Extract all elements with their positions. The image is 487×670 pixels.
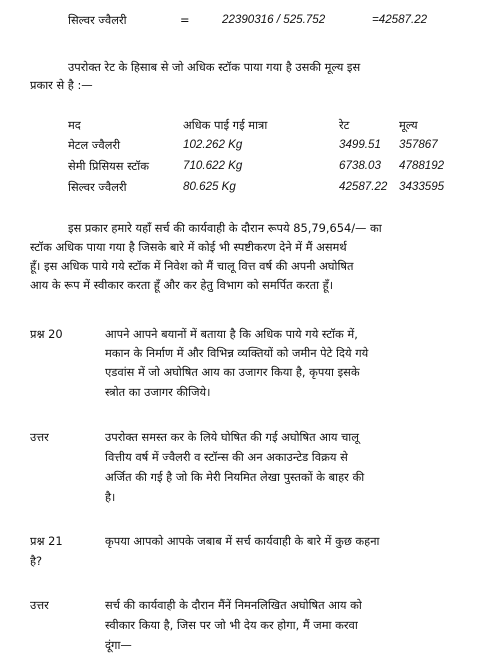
table-header-qty: अधिक पाई गई मात्रा (183, 118, 268, 132)
para1-line-2: प्रकार से है :— (30, 78, 93, 92)
table-header-value: मूल्य (399, 118, 418, 132)
answer-20-line-1: उपरोक्त समस्त कर के लिये घोषित की गई अघोषित आय चालू (105, 430, 359, 444)
para2-line-1: इस प्रकार हमारे यहाँ सर्च की कार्यवाही के दौरान रूपये 85,79,654/— का (68, 221, 382, 235)
question-20-line-3: एडवांस में जो अघोषित आय का उजागर किया है, कृपया इसके (105, 365, 360, 379)
calculation-result: =42587.22 (372, 13, 428, 26)
equals-sign: = (180, 13, 190, 27)
table-row-3-qty: 80.625 Kg (183, 180, 236, 193)
table-row-3-rate: 42587.22 (339, 180, 388, 193)
answer-20-label: उत्तर (30, 430, 49, 444)
table-row-2-value: 4788192 (399, 159, 445, 172)
table-header-item: मद (68, 118, 81, 132)
table-row-2-qty: 710.622 Kg (183, 159, 243, 172)
para2-line-3: हूँ। इस अधिक पाये गये स्टॉक में निवेश को मैं चालू वित्त वर्ष की अपनी अघोषित (30, 259, 354, 273)
para2-line-2: स्टॉक अधिक पाया गया है जिसके बारे में कोई भी स्पष्टीकरण देने में मैं असमर्थ (30, 240, 347, 254)
answer-21-label: उत्तर (30, 598, 49, 612)
table-row-3-value: 3433595 (399, 180, 445, 193)
question-21-line-1: कृपया आपको आपके जबाब में सर्च कार्यवाही के बारे में कुछ कहना (105, 534, 380, 548)
table-row-1-qty: 102.262 Kg (183, 138, 243, 151)
table-row-1-rate: 3499.51 (339, 138, 381, 151)
question-20-line-4: स्त्रोत का उजागर कीजिये। (105, 385, 211, 399)
table-row-1-item: मेटल ज्वैलरी (68, 138, 121, 152)
table-header-rate: रेट (339, 118, 350, 132)
answer-21-line-2: स्वीकार किया है, जिस पर जो भी देय कर होगा, मैं जमा करवा (105, 618, 358, 632)
answer-20-line-4: है। (105, 490, 116, 504)
question-20-line-2: मकान के निर्माण में और विभिन्न व्यक्तियों को जमीन पेटे दिये गये (105, 346, 369, 360)
para1-line-1: उपरोक्त रेट के हिसाब से जो अधिक स्टॉक पाया गया है उसकी मूल्य इस (68, 60, 361, 74)
question-20-line-1: आपने आपने बयानों में बताया है कि अधिक पाये गये स्टॉक में, (105, 327, 358, 341)
answer-20-line-2: वित्तीय वर्ष में ज्वैलरी व स्टॉन्स की अन अकाउन्टेड विक्रय से (105, 450, 348, 464)
answer-21-line-1: सर्च की कार्यवाही के दौरान मैंनें निमनलिखित अघोषित आय को (105, 598, 362, 612)
table-row-3-item: सिल्वर ज्वैलरी (68, 180, 127, 194)
silver-label: सिल्वर ज्वैलरी (68, 13, 127, 27)
table-row-2-rate: 6738.03 (339, 159, 381, 172)
para2-line-4: आय के रूप में स्वीकार करता हूँ और कर हेतु विभाग को समर्पित करता हूँ। (30, 278, 334, 292)
question-20-label: प्रश्न 20 (30, 327, 63, 341)
answer-21-line-3: दूंगा— (105, 638, 132, 652)
answer-20-line-3: अर्जित की गई है जो कि मेरी नियमित लेखा पुस्तकों के बाहर की (105, 470, 365, 484)
question-21-label: प्रश्न 21 (30, 534, 63, 548)
table-row-2-item: सेमी प्रिसियस स्टॉक (68, 159, 149, 173)
question-21-continuation: है? (30, 554, 43, 568)
calculation-expression: 22390316 / 525.752 (222, 13, 326, 26)
table-row-1-value: 357867 (399, 138, 438, 151)
